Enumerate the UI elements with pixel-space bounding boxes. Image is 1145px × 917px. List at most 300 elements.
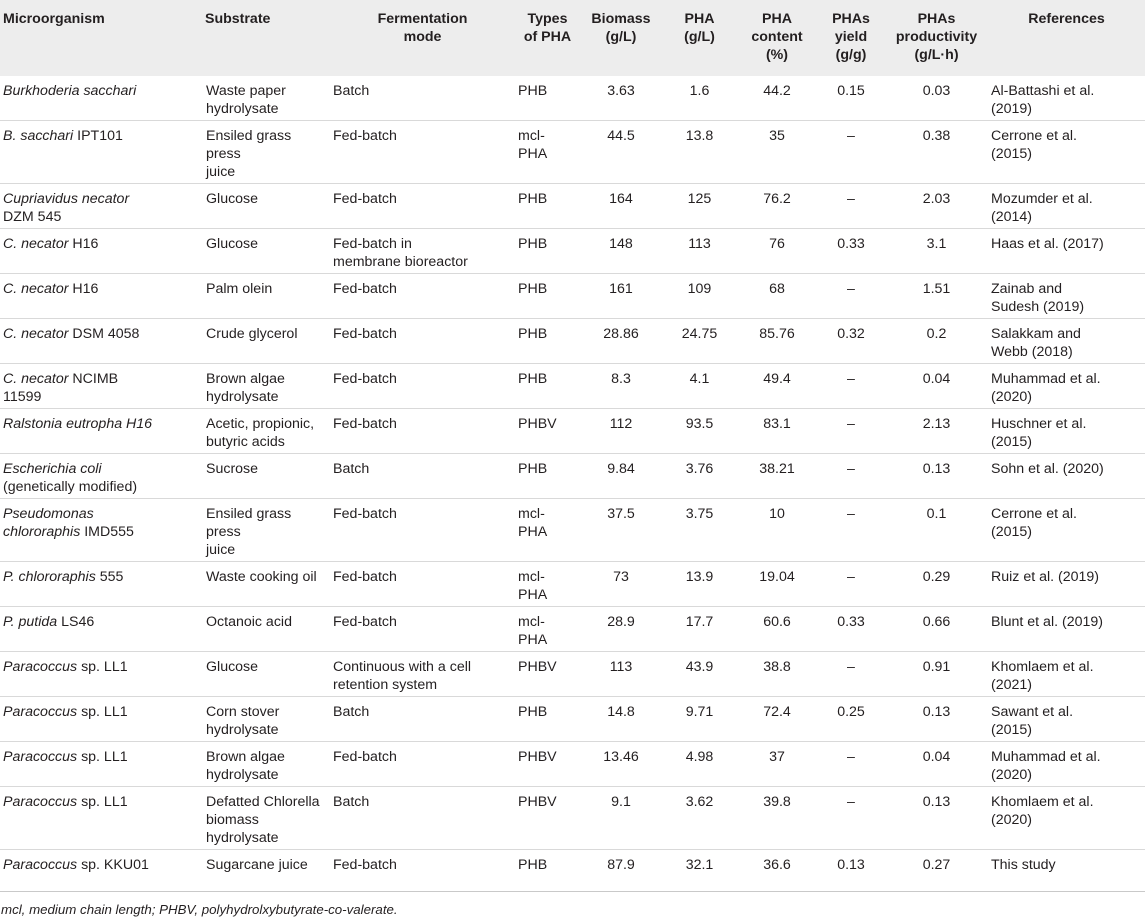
cell-substrate — [202, 697, 330, 742]
cell-reference — [988, 364, 1145, 409]
cell-pha-productivity: 2.13 — [922, 416, 951, 432]
cell-fermentation-mode — [330, 184, 515, 229]
cell-pha-content: 36.6 — [763, 857, 791, 873]
table-row — [0, 850, 1145, 892]
cell-reference-line: (2020) — [991, 812, 1033, 828]
cell-substrate-line: juice — [206, 164, 236, 180]
cell-microorganism — [0, 787, 202, 850]
cell-substrate — [202, 652, 330, 697]
cell-fermentation-mode — [330, 409, 515, 454]
cell-substrate — [202, 409, 330, 454]
column-header-pha-concentration — [662, 0, 737, 76]
table-row — [0, 319, 1145, 364]
organism-strain: H16 — [68, 281, 99, 297]
cell-substrate — [202, 454, 330, 499]
cell-microorganism — [0, 184, 202, 229]
organism-genus-species: P. chlororaphis — [3, 569, 96, 585]
organism-strain: sp. LL1 — [77, 704, 128, 720]
organism-strain: NCIMB — [68, 371, 119, 387]
cell-reference-line: Huschner et al. — [991, 416, 1087, 432]
cell-pha: 125 — [687, 191, 712, 207]
cell-substrate-line: Glucose — [206, 236, 259, 252]
cell-pha-type — [515, 409, 580, 454]
cell-pha-type-line: mcl- — [518, 614, 545, 630]
cell-substrate-line: Corn stover — [206, 704, 280, 720]
cell-fermentation-mode-line: Fed-batch — [333, 614, 397, 630]
organism-genus-species: Escherichia coli — [3, 461, 102, 477]
cell-reference-line: Khomlaem et al. — [991, 794, 1094, 810]
cell-reference-line: (2015) — [991, 146, 1033, 162]
cell-substrate — [202, 850, 330, 892]
cell-pha-yield: 0.25 — [837, 704, 865, 720]
cell-pha-type-line: PHA — [518, 632, 548, 648]
table-body — [0, 76, 1145, 892]
cell-reference-line: Muhammad et al. — [991, 749, 1101, 765]
cell-pha-productivity: 2.03 — [922, 191, 951, 207]
table-row — [0, 742, 1145, 787]
organism-strain: sp. LL1 — [77, 659, 128, 675]
cell-pha-type — [515, 454, 580, 499]
cell-pha-content: 85.76 — [759, 326, 795, 342]
cell-substrate-line: Glucose — [206, 659, 259, 675]
cell-reference-line: (2021) — [991, 677, 1033, 693]
cell-pha-yield: – — [847, 371, 855, 387]
cell-pha-productivity: 0.13 — [922, 794, 951, 810]
cell-fermentation-mode — [330, 499, 515, 562]
cell-pha-type — [515, 607, 580, 652]
cell-reference — [988, 121, 1145, 184]
cell-fermentation-mode-line: Fed-batch — [333, 128, 397, 144]
cell-substrate-line: Waste cooking oil — [206, 569, 317, 585]
table-row — [0, 229, 1145, 274]
cell-substrate-line: Glucose — [206, 191, 259, 207]
column-header-text: Biomass — [591, 11, 651, 27]
cell-substrate — [202, 319, 330, 364]
cell-pha: 1.6 — [689, 83, 710, 99]
cell-pha-type — [515, 742, 580, 787]
cell-substrate-line: Defatted Chlorella — [206, 794, 320, 810]
cell-biomass: 113 — [609, 659, 633, 675]
table-row — [0, 454, 1145, 499]
cell-substrate-line: Ensiled grass press — [206, 128, 292, 162]
column-header-text: Substrate — [205, 11, 271, 27]
cell-pha-yield: – — [847, 128, 855, 144]
cell-reference — [988, 652, 1145, 697]
cell-fermentation-mode-line: Fed-batch — [333, 857, 397, 873]
cell-substrate-line: hydrolysate — [206, 101, 279, 117]
cell-reference-line: (2020) — [991, 389, 1033, 405]
cell-reference-line: (2015) — [991, 524, 1033, 540]
cell-reference-line: Zainab and — [991, 281, 1062, 297]
cell-pha-type-line: PHB — [518, 236, 548, 252]
cell-substrate-line: Acetic, propionic, — [206, 416, 315, 432]
cell-biomass: 87.9 — [607, 857, 635, 873]
cell-pha-productivity: 0.38 — [922, 128, 951, 144]
organism-strain: sp. LL1 — [77, 794, 128, 810]
cell-reference-line: (2015) — [991, 434, 1033, 450]
cell-pha-type-line: PHB — [518, 461, 548, 477]
organism-genus-species: C. necator — [3, 236, 69, 252]
cell-fermentation-mode-line: retention system — [333, 677, 438, 693]
cell-biomass: 148 — [609, 236, 633, 252]
cell-pha-content: 10 — [769, 506, 785, 522]
column-header-pha-type — [515, 0, 580, 76]
cell-fermentation-mode-line: Fed-batch — [333, 569, 397, 585]
cell-pha-type — [515, 274, 580, 319]
cell-biomass: 73 — [613, 569, 629, 585]
cell-pha-content: 49.4 — [763, 371, 791, 387]
cell-pha-yield: – — [847, 659, 855, 675]
organism-strain: DSM 4058 — [68, 326, 140, 342]
cell-fermentation-mode-line: Fed-batch — [333, 281, 397, 297]
cell-pha-type — [515, 787, 580, 850]
cell-microorganism — [0, 364, 202, 409]
column-header-text: Types — [527, 11, 568, 27]
table-header — [0, 0, 1145, 76]
cell-pha-yield: – — [847, 416, 855, 432]
column-header-text: PHA — [684, 11, 715, 27]
column-header-substrate — [202, 0, 330, 76]
cell-reference-line: (2020) — [991, 767, 1033, 783]
table-row — [0, 499, 1145, 562]
cell-reference-line: Cerrone et al. — [991, 128, 1077, 144]
cell-reference-line: Sawant et al. — [991, 704, 1074, 720]
cell-substrate-line: Palm olein — [206, 281, 273, 297]
table-row — [0, 787, 1145, 850]
cell-pha-content: 38.8 — [763, 659, 791, 675]
column-header-text: (g/L) — [605, 29, 637, 45]
cell-substrate-line: biomass hydrolysate — [206, 812, 279, 846]
cell-reference-line: This study — [991, 857, 1056, 873]
cell-biomass: 37.5 — [607, 506, 635, 522]
cell-reference-line: Mozumder et al. — [991, 191, 1093, 207]
cell-microorganism — [0, 499, 202, 562]
column-header-text: (g/L·h) — [914, 47, 959, 63]
column-header-text: content — [751, 29, 803, 45]
cell-pha-type — [515, 121, 580, 184]
cell-pha-content: 37 — [769, 749, 785, 765]
cell-microorganism — [0, 562, 202, 607]
cell-fermentation-mode — [330, 121, 515, 184]
cell-substrate-line: Brown algae — [206, 371, 285, 387]
table-row — [0, 409, 1145, 454]
cell-pha: 3.62 — [685, 794, 714, 810]
cell-microorganism — [0, 454, 202, 499]
cell-reference — [988, 562, 1145, 607]
organism-strain-line2: DZM 545 — [3, 209, 62, 225]
cell-substrate-line: hydrolysate — [206, 722, 279, 738]
column-header-fermentation-mode — [330, 0, 515, 76]
cell-microorganism — [0, 697, 202, 742]
cell-reference-line: (2014) — [991, 209, 1033, 225]
cell-pha-type — [515, 697, 580, 742]
cell-substrate — [202, 121, 330, 184]
cell-pha-yield: – — [847, 281, 855, 297]
table-row — [0, 652, 1145, 697]
cell-pha-type-line: mcl- — [518, 128, 545, 144]
cell-pha: 13.8 — [685, 128, 714, 144]
cell-biomass: 9.1 — [611, 794, 631, 810]
cell-pha: 43.9 — [685, 659, 714, 675]
cell-reference-line: Sohn et al. (2020) — [991, 461, 1104, 477]
cell-reference-line: (2015) — [991, 722, 1033, 738]
cell-reference — [988, 76, 1145, 121]
cell-pha-yield: 0.15 — [837, 83, 865, 99]
organism-genus-species: P. putida — [3, 614, 58, 630]
cell-microorganism — [0, 319, 202, 364]
cell-reference — [988, 499, 1145, 562]
cell-reference — [988, 319, 1145, 364]
organism-strain: sp. LL1 — [77, 749, 128, 765]
cell-pha: 4.98 — [685, 749, 714, 765]
cell-pha-productivity: 0.13 — [922, 704, 951, 720]
cell-pha-content: 76.2 — [763, 191, 791, 207]
cell-fermentation-mode-line: Fed-batch — [333, 326, 397, 342]
cell-microorganism — [0, 76, 202, 121]
cell-substrate-line: hydrolysate — [206, 767, 279, 783]
column-header-text: Fermentation — [377, 11, 468, 27]
cell-microorganism — [0, 229, 202, 274]
cell-pha-type-line: PHBV — [518, 659, 557, 675]
cell-pha-productivity: 1.51 — [922, 281, 951, 297]
organism-strain: sp. KKU01 — [77, 857, 149, 873]
cell-biomass: 164 — [609, 191, 633, 207]
cell-fermentation-mode-line: Continuous with a cell — [333, 659, 472, 675]
cell-pha-type-line: PHA — [518, 524, 548, 540]
cell-pha-productivity: 0.91 — [922, 659, 951, 675]
cell-microorganism — [0, 274, 202, 319]
column-header-text: (g/g) — [835, 47, 867, 63]
column-header-pha-productivity — [885, 0, 988, 76]
table-row — [0, 184, 1145, 229]
cell-biomass: 8.3 — [611, 371, 631, 387]
cell-substrate-line: juice — [206, 542, 236, 558]
cell-biomass: 13.46 — [603, 749, 639, 765]
cell-pha-content: 76 — [769, 236, 785, 252]
cell-pha-yield: – — [847, 191, 855, 207]
cell-pha: 3.76 — [685, 461, 714, 477]
cell-pha-yield: – — [847, 461, 855, 477]
cell-pha-type-line: PHB — [518, 281, 548, 297]
table-row — [0, 607, 1145, 652]
cell-reference-line: Muhammad et al. — [991, 371, 1101, 387]
cell-pha-type-line: PHB — [518, 326, 548, 342]
table-footnote: mcl, medium chain length; PHBV, polyhydrolxybutyrate-co-valerate. — [1, 902, 398, 917]
cell-pha-content: 72.4 — [763, 704, 791, 720]
cell-substrate-line: Crude glycerol — [206, 326, 298, 342]
cell-substrate-line: hydrolysate — [206, 389, 279, 405]
cell-substrate-line: Waste paper — [206, 83, 286, 99]
cell-reference-line: Ruiz et al. (2019) — [991, 569, 1100, 585]
cell-pha-yield: 0.13 — [837, 857, 865, 873]
cell-reference-line: Webb (2018) — [991, 344, 1073, 360]
cell-pha-productivity: 0.04 — [922, 371, 951, 387]
column-header-text: mode — [403, 29, 442, 45]
organism-genus-species: Ralstonia eutropha H16 — [3, 416, 153, 432]
cell-pha-content: 19.04 — [759, 569, 795, 585]
cell-pha-type-line: PHB — [518, 191, 548, 207]
cell-pha-type-line: PHB — [518, 704, 548, 720]
cell-fermentation-mode — [330, 697, 515, 742]
cell-pha-productivity: 0.66 — [922, 614, 951, 630]
cell-fermentation-mode-line: Fed-batch — [333, 506, 397, 522]
cell-substrate — [202, 607, 330, 652]
cell-reference — [988, 607, 1145, 652]
cell-fermentation-mode-line: Fed-batch — [333, 191, 397, 207]
cell-fermentation-mode — [330, 454, 515, 499]
organism-strain: LS46 — [57, 614, 95, 630]
cell-fermentation-mode — [330, 787, 515, 850]
cell-microorganism — [0, 742, 202, 787]
column-header-text: productivity — [895, 29, 978, 45]
organism-species: chlororaphis — [3, 524, 81, 540]
cell-substrate-line: Ensiled grass press — [206, 506, 292, 540]
column-header-text: References — [1028, 11, 1105, 27]
cell-biomass: 161 — [609, 281, 633, 297]
cell-pha-type-line: PHB — [518, 857, 548, 873]
organism-genus-species: Paracoccus — [3, 749, 78, 765]
cell-pha-type — [515, 652, 580, 697]
cell-reference — [988, 787, 1145, 850]
column-header-biomass — [580, 0, 662, 76]
cell-pha-type — [515, 364, 580, 409]
organism-strain: IPT101 — [73, 128, 123, 144]
cell-substrate-line: Octanoic acid — [206, 614, 292, 630]
cell-pha-yield: – — [847, 569, 855, 585]
cell-fermentation-mode-line: Fed-batch — [333, 371, 397, 387]
cell-pha: 109 — [687, 281, 712, 297]
cell-pha: 93.5 — [685, 416, 714, 432]
cell-pha-type-line: PHA — [518, 146, 548, 162]
cell-pha: 17.7 — [685, 614, 714, 630]
cell-fermentation-mode — [330, 319, 515, 364]
cell-pha-type — [515, 184, 580, 229]
cell-fermentation-mode — [330, 652, 515, 697]
table-row — [0, 76, 1145, 121]
cell-reference — [988, 742, 1145, 787]
cell-pha-yield: – — [847, 749, 855, 765]
cell-fermentation-mode-line: Batch — [333, 461, 370, 477]
cell-reference-line: Cerrone et al. — [991, 506, 1077, 522]
cell-pha-type — [515, 319, 580, 364]
cell-fermentation-mode — [330, 742, 515, 787]
cell-pha-content: 38.21 — [759, 461, 795, 477]
cell-biomass: 44.5 — [607, 128, 635, 144]
cell-pha: 24.75 — [681, 326, 718, 342]
table-row — [0, 364, 1145, 409]
cell-pha-yield: 0.33 — [837, 614, 865, 630]
cell-fermentation-mode-line: Batch — [333, 704, 370, 720]
cell-reference-line: Haas et al. (2017) — [991, 236, 1104, 252]
cell-substrate-line: Sucrose — [206, 461, 259, 477]
cell-microorganism — [0, 850, 202, 892]
cell-pha-productivity: 3.1 — [926, 236, 947, 252]
cell-pha-type-line: mcl- — [518, 506, 545, 522]
column-header-microorganism — [0, 0, 202, 76]
cell-substrate-line: Sugarcane juice — [206, 857, 308, 873]
organism-genus-species: C. necator — [3, 326, 69, 342]
column-header-text: yield — [834, 29, 868, 45]
cell-pha-productivity: 0.13 — [922, 461, 951, 477]
cell-fermentation-mode-line: Batch — [333, 83, 370, 99]
column-header-text: PHA — [762, 11, 792, 27]
column-header-text: (g/L) — [684, 29, 715, 45]
cell-pha-content: 44.2 — [763, 83, 791, 99]
organism-strain-line2: 11599 — [3, 389, 42, 405]
cell-pha-productivity: 0.29 — [922, 569, 951, 585]
cell-substrate — [202, 499, 330, 562]
cell-pha-yield: 0.33 — [837, 236, 865, 252]
cell-pha-type-line: PHA — [518, 587, 548, 603]
cell-reference-line: Blunt et al. (2019) — [991, 614, 1103, 630]
cell-pha-content: 68 — [769, 281, 785, 297]
cell-pha-productivity: 0.03 — [922, 83, 951, 99]
cell-biomass: 28.9 — [607, 614, 635, 630]
cell-fermentation-mode — [330, 229, 515, 274]
cell-pha-type-line: PHB — [518, 83, 548, 99]
organism-genus-species: Pseudomonas — [3, 506, 94, 522]
cell-pha-productivity: 0.2 — [926, 326, 947, 342]
cell-fermentation-mode — [330, 274, 515, 319]
cell-microorganism — [0, 121, 202, 184]
column-header-text: Microorganism — [3, 11, 105, 27]
cell-biomass: 9.84 — [607, 461, 635, 477]
cell-microorganism — [0, 652, 202, 697]
column-header-text: (%) — [765, 47, 789, 63]
cell-pha-type-line: PHBV — [518, 794, 557, 810]
cell-substrate — [202, 787, 330, 850]
cell-pha-content: 39.8 — [763, 794, 791, 810]
cell-fermentation-mode-line: Fed-batch in — [333, 236, 412, 252]
organism-strain: 555 — [95, 569, 124, 585]
organism-strain: H16 — [68, 236, 99, 252]
cell-pha-content: 35 — [769, 128, 785, 144]
cell-reference — [988, 697, 1145, 742]
cell-pha-type-line: PHBV — [518, 416, 557, 432]
column-header-references — [988, 0, 1145, 76]
cell-reference — [988, 409, 1145, 454]
organism-genus-species: Paracoccus — [3, 704, 78, 720]
cell-fermentation-mode-line: Fed-batch — [333, 749, 397, 765]
cell-fermentation-mode — [330, 76, 515, 121]
cell-pha-productivity: 0.27 — [922, 857, 951, 873]
cell-fermentation-mode-line: Fed-batch — [333, 416, 397, 432]
cell-biomass: 112 — [609, 416, 633, 432]
cell-pha: 9.71 — [685, 704, 714, 720]
organism-genus-species: Cupriavidus necator — [3, 191, 130, 207]
cell-pha: 4.1 — [689, 371, 710, 387]
organism-genus-species: Burkhoderia sacchari — [3, 83, 137, 99]
cell-pha-type-line: PHB — [518, 371, 548, 387]
cell-pha: 113 — [688, 236, 711, 252]
table-row — [0, 697, 1145, 742]
cell-reference-line: Sudesh (2019) — [991, 299, 1085, 315]
cell-pha-type — [515, 499, 580, 562]
cell-fermentation-mode-line: Batch — [333, 794, 370, 810]
organism-genus-species: Paracoccus — [3, 794, 78, 810]
cell-biomass: 14.8 — [607, 704, 635, 720]
cell-pha-productivity: 0.04 — [922, 749, 951, 765]
cell-substrate — [202, 229, 330, 274]
cell-reference — [988, 184, 1145, 229]
cell-pha-yield: – — [847, 506, 855, 522]
cell-reference — [988, 274, 1145, 319]
cell-fermentation-mode — [330, 364, 515, 409]
cell-substrate — [202, 76, 330, 121]
cell-pha-type — [515, 229, 580, 274]
cell-pha: 13.9 — [685, 569, 714, 585]
column-header-text: PHAs — [917, 11, 956, 27]
